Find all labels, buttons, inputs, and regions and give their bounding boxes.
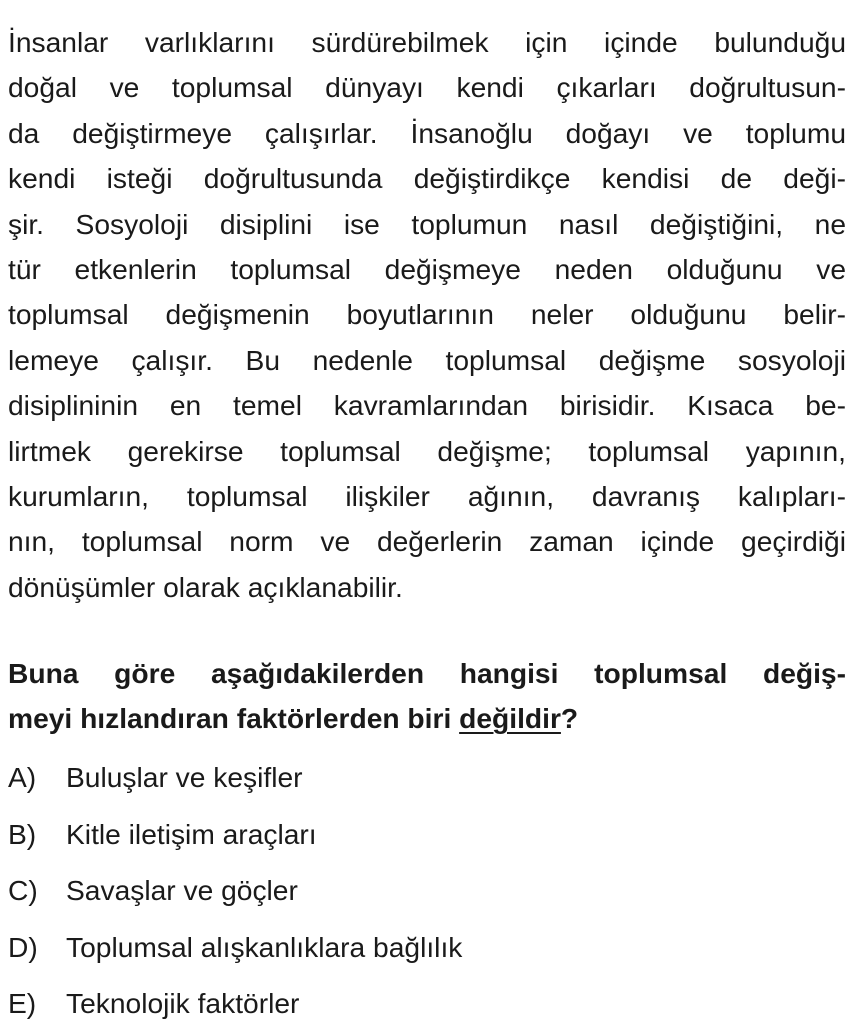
- option-e[interactable]: [8, 975, 846, 1032]
- passage-line: disiplininin en temel kavramlarından birisidir. Kısaca be-: [8, 389, 846, 422]
- question-text: meyi hızlandıran faktörlerden biri: [8, 702, 460, 735]
- option-letter: E): [8, 987, 37, 1020]
- option-letter: A): [8, 761, 37, 794]
- answer-options: [8, 749, 846, 1032]
- option-letter: C): [8, 874, 38, 907]
- option-b[interactable]: [8, 806, 846, 863]
- passage-line: da değiştirmeye çalışırlar. İnsanoğlu doğayı ve toplumu: [8, 116, 846, 149]
- passage-line: tür etkenlerin toplumsal değişmeye neden olduğunu ve: [8, 252, 846, 285]
- option-text: Savaşlar ve göçler: [66, 874, 298, 907]
- passage-text: [8, 20, 846, 610]
- passage-line: şir. Sosyoloji disiplini ise toplumun nasıl değiştiğini, ne: [8, 207, 846, 240]
- passage-line: lirtmek gerekirse toplumsal değişme; toplumsal yapının,: [8, 434, 846, 467]
- passage-line: kurumların, toplumsal ilişkiler ağının, davranış kalıpları-: [8, 479, 846, 512]
- question-stem: [8, 651, 846, 741]
- passage-line: kendi isteği doğrultusunda değiştirdikçe kendisi de deği-: [8, 162, 846, 195]
- option-text: Buluşlar ve keşifler: [66, 761, 303, 794]
- option-text: Kitle iletişim araçları: [66, 817, 317, 850]
- option-letter: D): [8, 930, 38, 963]
- option-letter: B): [8, 817, 37, 850]
- question-mark: ?: [560, 702, 579, 735]
- option-c[interactable]: [8, 862, 846, 919]
- passage-line: toplumsal değişmenin boyutlarının neler olduğunu belir-: [8, 298, 846, 331]
- passage-line: dönüşümler olarak açıklanabilir.: [8, 570, 403, 603]
- passage-line: İnsanlar varlıklarını sürdürebilmek için içinde bulunduğu: [8, 26, 846, 58]
- question-card: [8, 20, 846, 1032]
- option-d[interactable]: [8, 919, 846, 976]
- negation-emphasis: değildir: [459, 702, 561, 735]
- passage-line: lemeye çalışır. Bu nedenle toplumsal değişme sosyoloji: [8, 343, 846, 376]
- question-line-2: [8, 696, 846, 741]
- question-line-1: Buna göre aşağıdakilerden hangisi toplumsal değiş-: [8, 657, 846, 690]
- passage-line: doğal ve toplumsal dünyayı kendi çıkarları doğrultusun-: [8, 71, 846, 104]
- option-a[interactable]: [8, 749, 846, 806]
- option-text: Toplumsal alışkanlıklara bağlılık: [66, 930, 463, 963]
- passage-line: nın, toplumsal norm ve değerlerin zaman içinde geçirdiği: [8, 525, 846, 558]
- option-text: Teknolojik faktörler: [66, 987, 300, 1020]
